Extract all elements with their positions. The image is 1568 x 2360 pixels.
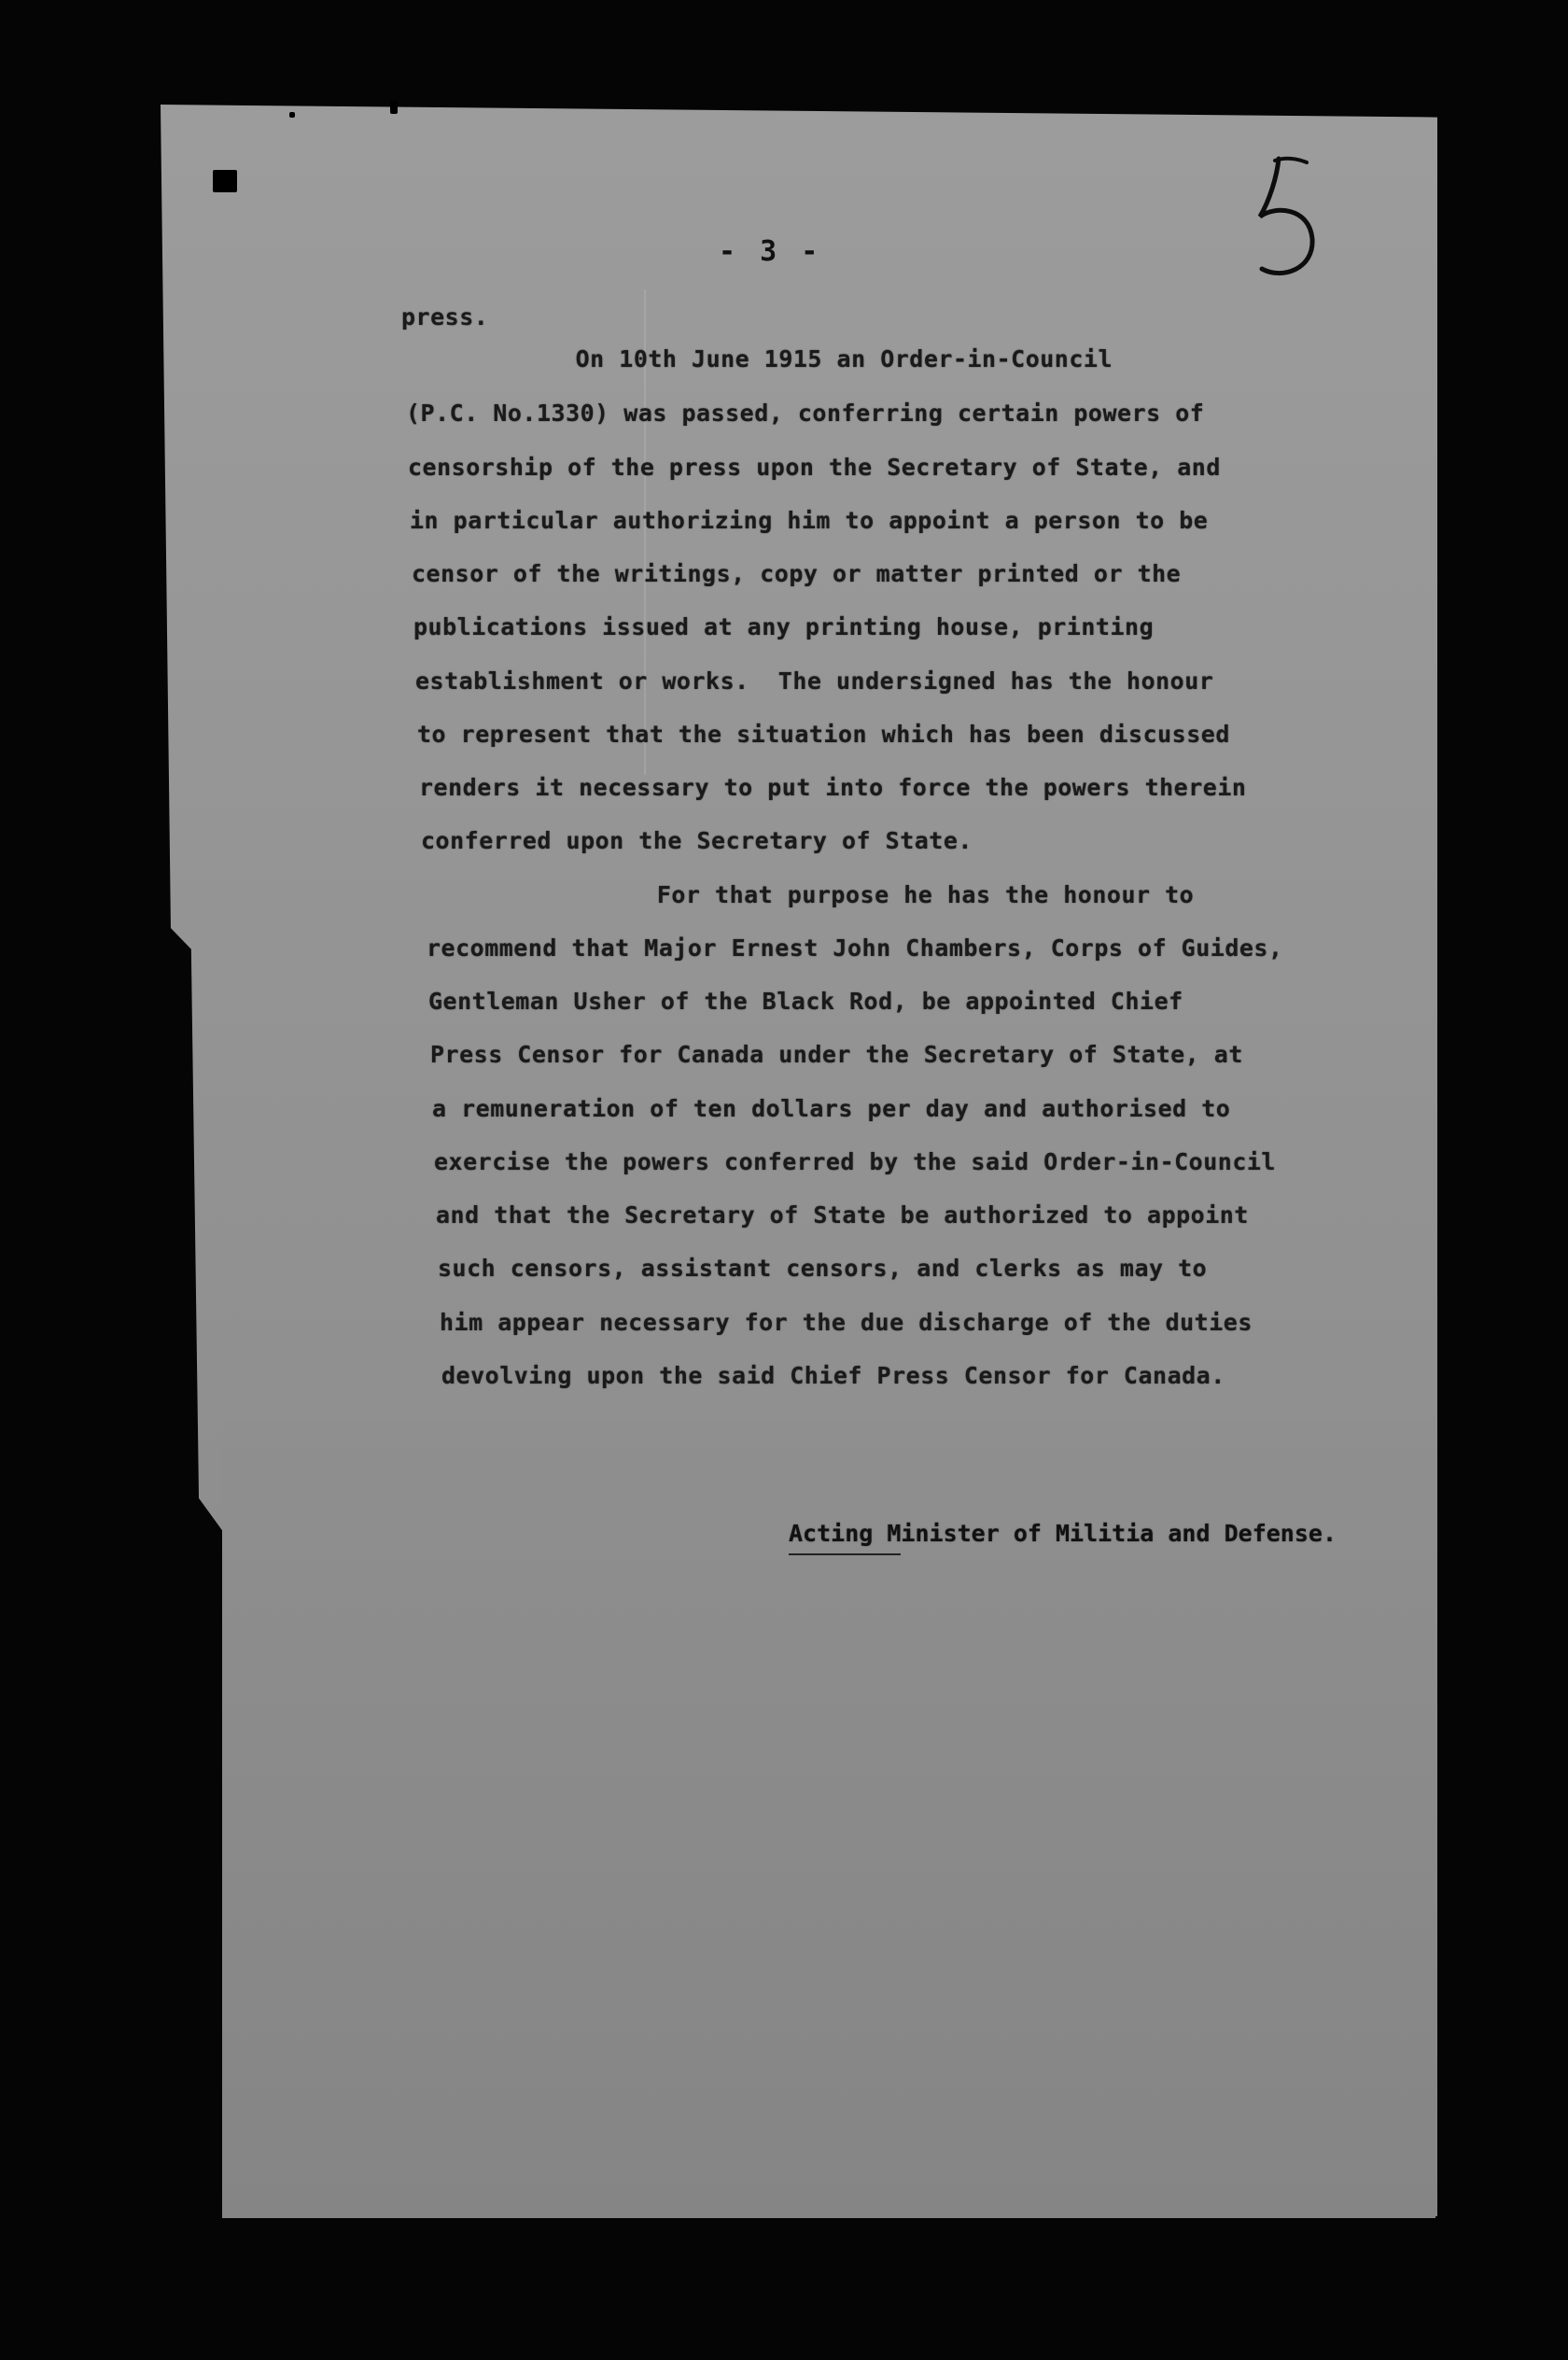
body-line: renders it necessary to put into force the powers therein [419,774,1247,801]
handwritten-folio-number [1221,149,1333,289]
body-line: For that purpose he has the honour to [425,881,1195,908]
body-line: devolving upon the said Chief Press Censor for Canada. [441,1362,1225,1389]
body-line: conferred upon the Secretary of State. [421,827,973,854]
body-line: and that the Secretary of State be authorized to appoint [436,1201,1249,1229]
body-line: establishment or works. The undersigned has the honour [415,667,1214,695]
body-line: press. [401,303,489,330]
body-line: publications issued at any printing house, printing [413,613,1155,640]
body-line: him appear necessary for the due discharge of the duties [440,1309,1253,1336]
body-line: On 10th June 1915 an Order-in-Council [401,345,1113,372]
punch-mark [213,170,237,192]
punch-mark [289,112,295,118]
body-line: censor of the writings, copy or matter printed or the [412,560,1182,587]
body-line: exercise the powers conferred by the said Order-in-Council [434,1148,1276,1175]
body-line: Gentleman Usher of the Black Rod, be appointed Chief [428,988,1183,1015]
signature-title: Acting Minister of Militia and Defense. [789,1520,1337,1547]
body-line: Press Censor for Canada under the Secretary of State, at [430,1041,1243,1068]
page-number: - 3 - [719,235,822,268]
body-line: such censors, assistant censors, and clerks as may to [438,1255,1208,1282]
body-line: in particular authorizing him to appoint a person to be [410,507,1209,534]
body-line: recommend that Major Ernest John Chambers, Corps of Guides, [427,934,1283,962]
body-line: to represent that the situation which has been discussed [417,721,1230,748]
punch-mark [390,101,398,114]
signature-underline [789,1553,901,1555]
body-line: a remuneration of ten dollars per day and authorised to [432,1095,1231,1122]
body-line: (P.C. No.1330) was passed, conferring certain powers of [406,400,1205,427]
body-line: censorship of the press upon the Secretary of State, and [408,454,1221,481]
